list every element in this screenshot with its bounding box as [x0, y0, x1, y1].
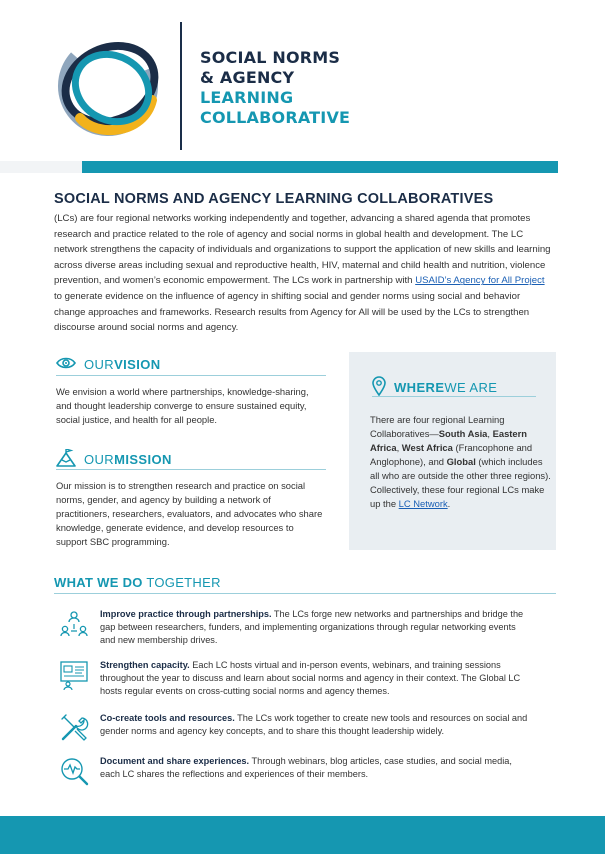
people-network-icon — [58, 608, 90, 640]
what-we-do-rule — [54, 593, 556, 594]
vision-heading: OUR VISION — [56, 356, 161, 373]
logo-rings-icon — [52, 30, 164, 142]
footer-band — [0, 816, 605, 854]
mission-rule — [56, 469, 326, 470]
logo-divider — [180, 22, 182, 150]
vision-text: We envision a world where partnerships, knowledge-sharing, and thought leadership converge to ensure sustained equity, social justice, and health for all people. — [56, 386, 309, 425]
eye-icon — [56, 356, 76, 373]
logo-line-3: LEARNING — [200, 88, 294, 107]
where-text: There are four regional Learning Collaboratives—South Asia, Eastern Africa, West Africa (Francophone and Anglophone), and Global (which includes all who are outside the other three regions). Collectively, these four regional LCs make up the LC Network. — [370, 414, 551, 509]
lc-network-link[interactable]: LC Network — [398, 498, 448, 509]
logo-wordmark — [200, 48, 350, 128]
where-rule — [372, 396, 536, 397]
intro-paragraph: (LCs) are four regional networks working independently and together, advancing a shared agenda that promotes research and practice related to the role of agency and social norms in global health and development. The LC network strengthens the capacity of individuals and organizations to support the application of new skills and learning across diverse areas including sexual and reproductive health, HIV, maternal and child health and nutrition, violence prevention, and women’s economic empowerment. The LCs work in partnership with USAID’s Agency for All Project to generate evidence on the influence of agency in shifting social and gender norms using social and behavior change approaches and frameworks. Research results from Agency for All will be used by the LCs to strengthen discourse around social norms and agency. — [54, 213, 551, 334]
where-heading: WHERE WE ARE — [372, 376, 497, 399]
mountain-flag-icon — [56, 449, 76, 470]
search-pulse-icon — [58, 755, 90, 787]
what-we-do-heading: WHAT WE DO TOGETHER — [54, 575, 221, 590]
mission-heading: OUR MISSION — [56, 449, 172, 470]
logo-line-2: & AGENCY — [200, 68, 295, 87]
header-band — [0, 161, 605, 173]
vision-rule — [56, 375, 326, 376]
logo-line-1: SOCIAL NORMS — [200, 48, 341, 67]
presentation-icon — [58, 659, 90, 691]
tools-icon — [58, 712, 90, 744]
logo-line-4: COLLABORATIVE — [200, 108, 351, 127]
mission-text: Our mission is to strengthen research and practice on social norms, gender, and agency by building a network of practitioners, researchers, evaluators, and advocates who share knowledge, generate evidence, and develop resources to support SBC programming. — [56, 480, 323, 547]
logo — [52, 22, 351, 152]
agency-for-all-link[interactable]: USAID’s Agency for All Project — [415, 275, 545, 287]
page-title: SOCIAL NORMS AND AGENCY LEARNING COLLABORATIVES — [54, 191, 494, 207]
